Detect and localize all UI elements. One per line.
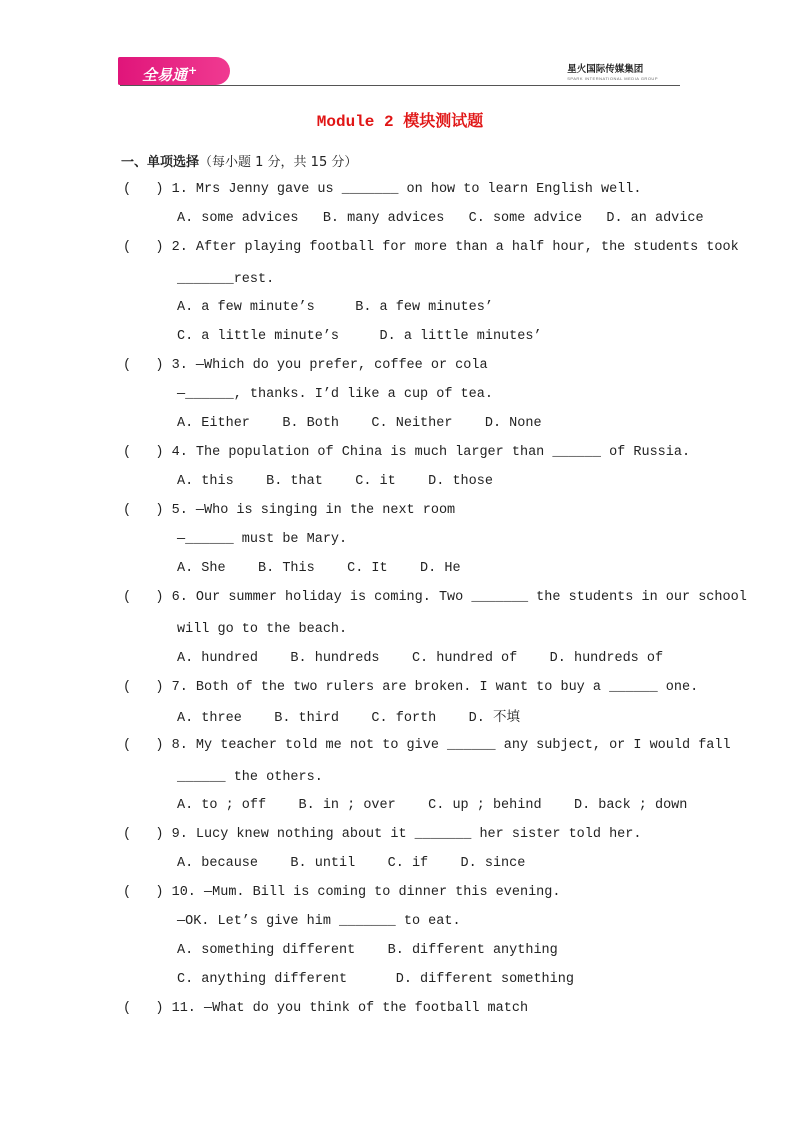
page-header (118, 55, 680, 87)
question-2: ( ) 2. After playing football for more than a half hour, the students took (123, 240, 739, 255)
options-7 (177, 708, 520, 728)
question-6-cont: will go to the beach. (177, 622, 348, 637)
options-7-d: 不填 (492, 709, 520, 725)
quanyitong-logo (118, 57, 230, 85)
options-3: A. Either B. Both C. Neither D. None (177, 416, 542, 431)
header-divider (120, 85, 680, 86)
brand-name-en: SPARK INTERNATIONAL MEDIA GROUP (567, 76, 658, 81)
question-7: ( ) 7. Both of the two rulers are broken. I want to buy a ______ one. (123, 680, 699, 695)
question-10: ( ) 10. —Mum. Bill is coming to dinner this evening. (123, 885, 561, 900)
options-9: A. because B. until C. if D. since (177, 856, 526, 871)
question-3: ( ) 3. —Which do you prefer, coffee or cola (123, 358, 488, 373)
options-2a: A. a few minute’s B. a few minutes’ (177, 300, 493, 315)
options-5: A. She B. This C. It D. He (177, 561, 461, 576)
options-10b: C. anything different D. different something (177, 972, 574, 987)
options-4: A. this B. that C. it D. those (177, 474, 493, 489)
question-8: ( ) 8. My teacher told me not to give ______ any subject, or I would fall (123, 738, 731, 753)
question-11: ( ) 11. —What do you think of the football match (123, 1001, 529, 1016)
question-4: ( ) 4. The population of China is much larger than ______ of Russia. (123, 445, 691, 460)
section-title: 一、单项选择 (121, 155, 200, 170)
logo-text: 全易通 (142, 66, 188, 84)
logo-plus: + (188, 64, 198, 77)
page-title (0, 108, 800, 131)
question-9: ( ) 9. Lucy knew nothing about it _______ her sister told her. (123, 827, 642, 842)
question-10-reply: —OK. Let’s give him _______ to eat. (177, 914, 461, 929)
question-2-cont: _______rest. (177, 272, 275, 287)
question-5: ( ) 5. —Who is singing in the next room (123, 503, 456, 518)
publisher-brand (567, 61, 658, 81)
title-en: Module 2 (316, 113, 404, 131)
options-8: A. to ; off B. in ; over C. up ; behind D. back ; down (177, 798, 688, 813)
question-5-reply: —______ must be Mary. (177, 532, 348, 547)
options-1: A. some advices B. many advices C. some advice D. an advice (177, 211, 704, 226)
question-6: ( ) 6. Our summer holiday is coming. Two _______ the students in our school (123, 590, 747, 605)
question-1: ( ) 1. Mrs Jenny gave us _______ on how to learn English well. (123, 182, 642, 197)
options-2b: C. a little minute’s D. a little minutes’ (177, 329, 542, 344)
options-6: A. hundred B. hundreds C. hundred of D. hundreds of (177, 651, 664, 666)
options-10a: A. something different B. different anything (177, 943, 558, 958)
options-7-text: A. three B. third C. forth D. (177, 711, 485, 726)
section-heading (121, 151, 357, 170)
section-scoring: （每小题 1 分，共 15 分） (199, 155, 358, 170)
question-8-cont: ______ the others. (177, 770, 323, 785)
brand-name-cn: 星火国际传媒集团 (567, 64, 644, 75)
question-3-reply: —______, thanks. I’d like a cup of tea. (177, 387, 493, 402)
title-cn: 模块测试题 (403, 111, 484, 130)
